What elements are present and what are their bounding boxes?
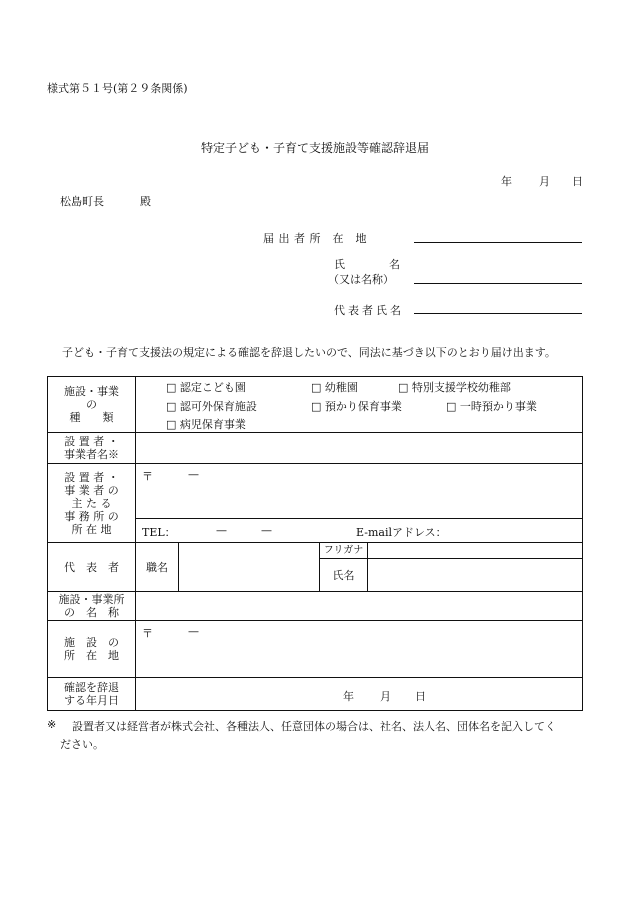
checkbox-azukari-hoiku[interactable]: □ 預かり保育事業 xyxy=(311,400,402,413)
operator-name-label: 設 置 者 ・ 事業者名※ xyxy=(48,433,136,464)
representative-label: 代 表 者 xyxy=(48,543,136,592)
facility-type-options xyxy=(136,377,583,433)
office-address-field[interactable] xyxy=(136,464,583,519)
footnote-line-1: 設置者又は経営者が株式会社、各種法人、任意団体の場合は、社名、法人名、団体名を記入してく xyxy=(72,720,556,733)
form-table xyxy=(47,376,583,711)
applicant-name-line[interactable] xyxy=(414,283,582,284)
rep-name-label: 氏名 xyxy=(320,559,368,592)
footnote-line-2: ださい。 xyxy=(60,738,104,751)
job-title-label: 職名 xyxy=(136,543,179,592)
statement-text: 子ども・子育て支援法の規定による確認を辞退したいので、同法に基づき以下のとおり届け出ます。 xyxy=(62,346,556,359)
tel-dash-2: — xyxy=(261,524,272,537)
facility-postal-dash: — xyxy=(188,625,199,638)
tel-label: TEL： xyxy=(142,526,176,539)
withdraw-year-label: 年 xyxy=(343,690,354,703)
applicant-name-sub-label: （又は名称） xyxy=(328,273,394,286)
office-address-label: 設 置 者 ・ 事 業 者 の 主 た る 事 務 所 の 所 在 地 xyxy=(48,464,136,543)
checkbox-youchien[interactable]: □ 幼稚園 xyxy=(311,381,358,394)
applicant-address-label: 届 出 者 所 在 地 xyxy=(263,232,367,245)
applicant-address-line[interactable] xyxy=(414,242,582,243)
applicant-name-label: 氏 名 xyxy=(334,258,400,271)
email-label: E-mailアドレス： xyxy=(356,526,447,539)
checkbox-tokubetsu-shien[interactable]: □ 特別支援学校幼稚部 xyxy=(398,381,511,394)
postal-dash: — xyxy=(188,468,199,481)
facility-name-field[interactable] xyxy=(136,592,583,621)
tel-dash-1: — xyxy=(216,524,227,537)
operator-name-field[interactable] xyxy=(136,433,583,464)
facility-address-label: 施 設 の 所 在 地 xyxy=(48,621,136,678)
checkbox-byouji-hoiku[interactable]: □ 病児保育事業 xyxy=(166,418,246,431)
addressee-name: 松島町長 xyxy=(60,195,104,208)
facility-name-label: 施設・事業所 の 名 称 xyxy=(48,592,136,621)
withdraw-day-label: 日 xyxy=(415,690,426,703)
date-year-label: 年 xyxy=(501,175,512,188)
addressee-honorific: 殿 xyxy=(140,195,151,208)
office-contact-field[interactable] xyxy=(136,519,583,543)
facility-type-label: 施設・事業 の 種 類 xyxy=(48,377,136,433)
furigana-field[interactable] xyxy=(368,543,583,559)
checkbox-nintei-kodomoen[interactable]: □ 認定こども園 xyxy=(166,381,246,394)
date-month-label: 月 xyxy=(539,175,550,188)
checkbox-ichiji-azukari[interactable]: □ 一時預かり事業 xyxy=(446,400,537,413)
facility-postal-mark: 〒 xyxy=(142,627,153,640)
withdraw-date-field[interactable] xyxy=(136,678,583,711)
footnote-mark: ※ xyxy=(47,718,57,731)
form-number: 様式第５１号(第２９条関係) xyxy=(47,82,188,95)
applicant-rep-line[interactable] xyxy=(414,313,582,314)
withdraw-date-label: 確認を辞退 する年月日 xyxy=(48,678,136,711)
withdraw-month-label: 月 xyxy=(380,690,391,703)
furigana-label: フリガナ xyxy=(320,543,368,559)
facility-address-field[interactable] xyxy=(136,621,583,678)
form-title: 特定子ども・子育て支援施設等確認辞退届 xyxy=(200,141,429,155)
checkbox-ninkagai-hoiku[interactable]: □ 認可外保育施設 xyxy=(166,400,257,413)
postal-mark: 〒 xyxy=(142,470,153,483)
date-day-label: 日 xyxy=(572,175,583,188)
applicant-rep-label: 代表者氏名 xyxy=(334,304,404,317)
rep-name-field[interactable] xyxy=(368,559,583,592)
job-title-field[interactable] xyxy=(179,543,320,592)
